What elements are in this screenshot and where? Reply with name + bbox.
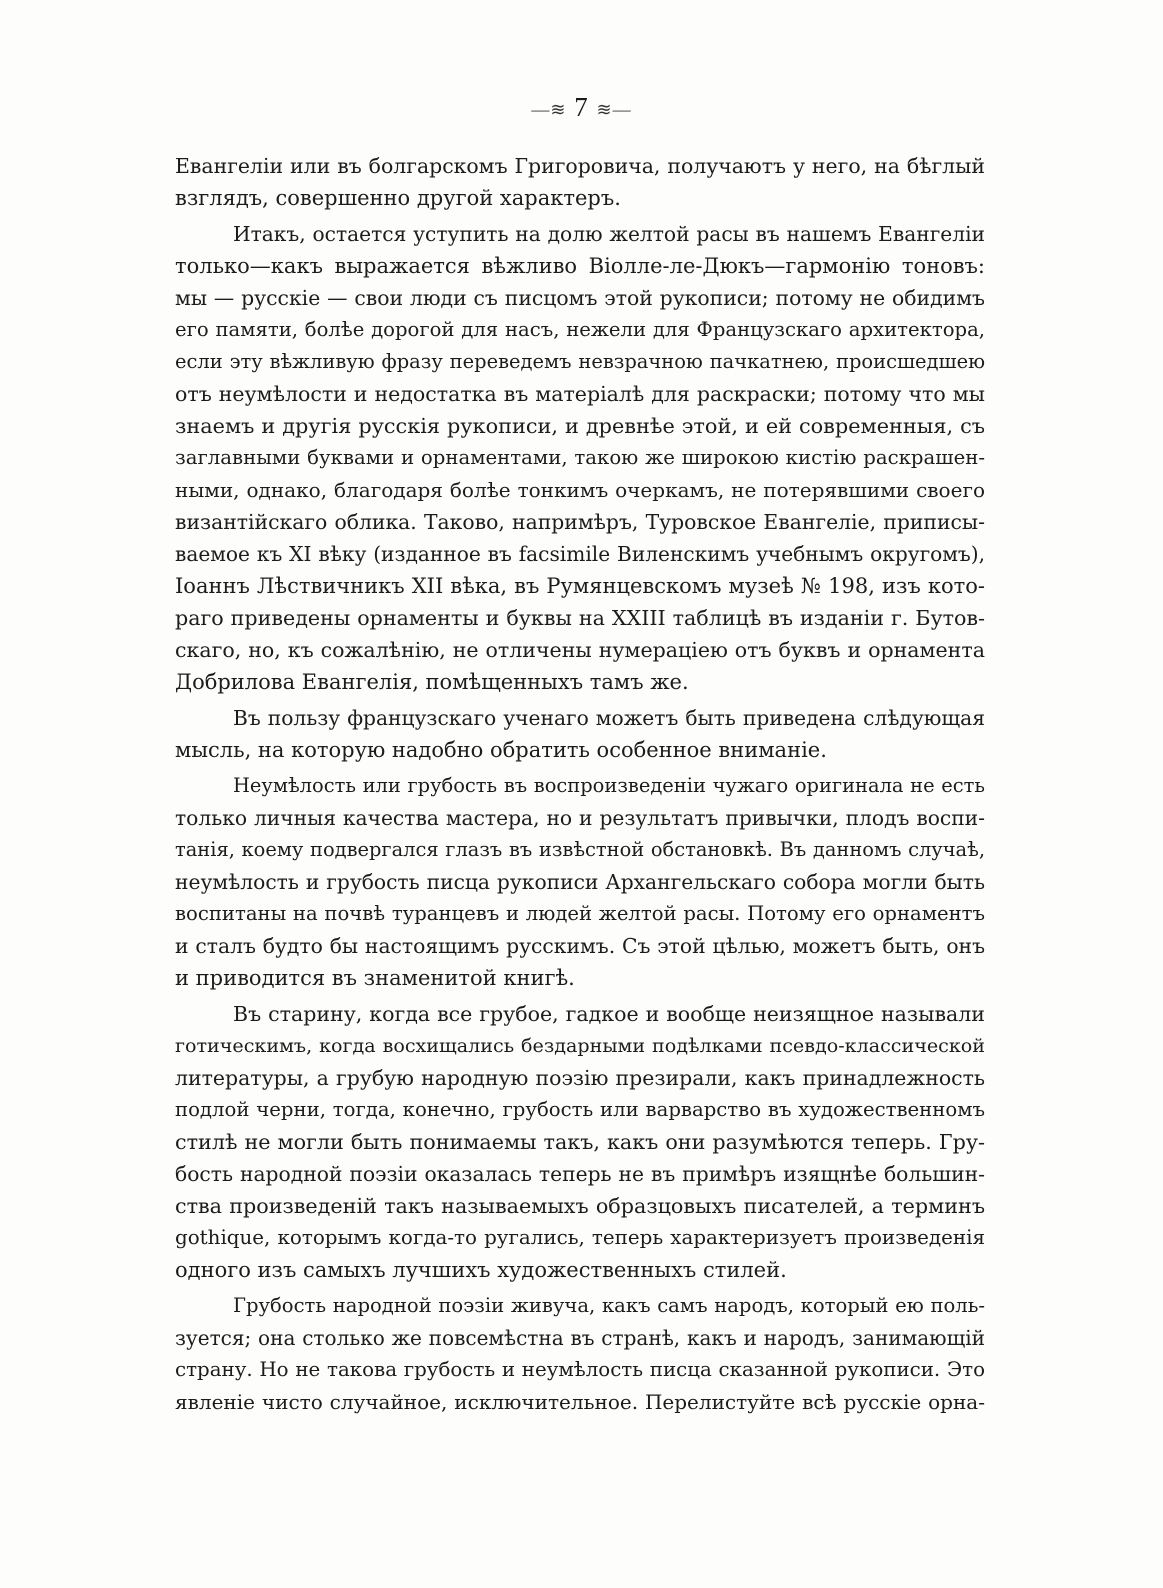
body-text: [175, 150, 985, 1418]
text-line: и приводится въ знаменитой книгѣ.: [175, 966, 575, 990]
paragraph: [175, 998, 985, 1286]
text-line: скаго, но, къ сожалѣнiю, не отличены нумерацiею отъ буквъ и орнамента: [175, 638, 985, 662]
text-line: Евангелiи или въ болгарскомъ Григоровича, получаютъ у него, на бѣглый: [175, 154, 985, 178]
text-line: Неумѣлость или грубость въ воспроизведенiи чужаго оригинала не есть: [233, 774, 985, 797]
page-number: 7: [574, 92, 589, 122]
text-line: знаемъ и другія русскія рукописи, и древнѣе этой, и ей современныя, съ: [175, 414, 985, 438]
text-line: Итакъ, остается уступить на долю желтой расы въ нашемъ Евангелiи: [233, 222, 985, 246]
text-line: Грубость народной поэзiи живуча, какъ самъ народъ, который ею поль-: [233, 1294, 985, 1317]
paragraph: [175, 770, 985, 994]
text-line: страну. Но не такова грубость и неумѣлость писца сказанной рукописи. Это: [175, 1358, 985, 1381]
text-line: мысль, на которую надобно обратить особенное вниманiе.: [175, 738, 827, 762]
paragraph: [175, 702, 985, 766]
text-line: отъ неумѣлости и недостатка въ матеріалѣ для раскраски; потому что мы: [175, 382, 985, 406]
text-line: готическимъ, когда восхищались бездарными подѣлками псевдо-классической: [175, 1034, 985, 1057]
paragraph: [175, 1290, 985, 1418]
ornament-left: —≋: [531, 99, 567, 120]
text-line: одного изъ самыхъ лучшихъ художественныхъ стилей.: [175, 1258, 787, 1282]
paragraph: [175, 218, 985, 698]
text-line: мы — русскіе — свои люди съ писцомъ этой рукописи; потому не обидимъ: [175, 286, 985, 310]
ornament-right: ≋—: [596, 99, 632, 120]
paragraph: [175, 150, 985, 214]
text-line: ваемое къ XI вѣку (изданное въ facsimile Виленскимъ учебнымъ округомъ),: [175, 542, 985, 566]
text-line: gothique, которымъ когда-то ругались, теперь характеризуетъ произведенія: [175, 1226, 985, 1249]
page-number-header: [0, 92, 1163, 123]
text-line: раго приведены орнаменты и буквы на XXIII таблицѣ въ изданiи г. Бутов-: [175, 606, 985, 630]
text-line: и сталъ будто бы настоящимъ русскимъ. Съ этой цѣлью, можетъ быть, онъ: [175, 934, 985, 958]
text-line: танія, коему подвергался глазъ въ извѣстной обстановкѣ. Въ данномъ случаѣ,: [175, 838, 985, 861]
text-line: Іоаннъ Лѣствичникъ XII вѣка, въ Румянцевскомъ музеѣ № 198, изъ кото-: [175, 574, 985, 598]
text-line: Въ пользу французскаго ученаго можетъ быть приведена слѣдующая: [233, 706, 985, 730]
text-line: явленiе чисто случайное, исключительное. Перелистуйте всѣ русскiе орна-: [175, 1390, 985, 1414]
text-line: заглавными буквами и орнаментами, такою же широкою кистiю раскрашен-: [175, 446, 985, 469]
text-line: ства произведенiй такъ называемыхъ образцовыхъ писателей, а терминъ: [175, 1194, 985, 1218]
text-line: неумѣлость и грубость писца рукописи Архангельскаго собора могли быть: [175, 870, 985, 894]
text-line: только—какъ выражается вѣжливо Віолле-ле-Дюкъ—гармонiю тоновъ:: [175, 254, 985, 278]
text-line: Добрилова Евангелія, помѣщенныхъ тамъ же.: [175, 670, 689, 694]
text-line: ными, однако, благодаря болѣе тонкимъ очеркамъ, не потерявшими своего: [175, 478, 985, 502]
text-line: только личныя качества мастера, но и результатъ привычки, плодъ воспи-: [175, 806, 985, 830]
text-line: воспитаны на почвѣ туранцевъ и людей желтой расы. Потому его орнаментъ: [175, 902, 985, 925]
text-line: зуется; она столько же повсемѣстна въ странѣ, какъ и народъ, занимающiй: [175, 1326, 985, 1350]
text-line: стилѣ не могли быть понимаемы такъ, какъ они разумѣются теперь. Гру-: [175, 1130, 985, 1154]
text-line: если эту вѣжливую фразу переведемъ невзрачною пачкатнею, происшедшею: [175, 350, 985, 373]
text-line: его памяти, болѣе дорогой для насъ, нежели для Французскаго архитектора,: [175, 318, 985, 341]
text-line: взглядъ, совершенно другой характеръ.: [175, 186, 621, 210]
text-line: подлой черни, тогда, конечно, грубость или варварство въ художественномъ: [175, 1098, 985, 1121]
text-line: византiйскаго облика. Таково, напримѣръ, Туровское Евангеліе, приписы-: [175, 510, 985, 534]
text-line: литературы, а грубую народную поэзiю презирали, какъ принадлежность: [175, 1066, 985, 1090]
text-line: Въ старину, когда все грубое, гадкое и вообще неизящное называли: [233, 1002, 985, 1026]
text-line: бость народной поэзiи оказалась теперь не въ примѣръ изящнѣе большин-: [175, 1162, 985, 1186]
